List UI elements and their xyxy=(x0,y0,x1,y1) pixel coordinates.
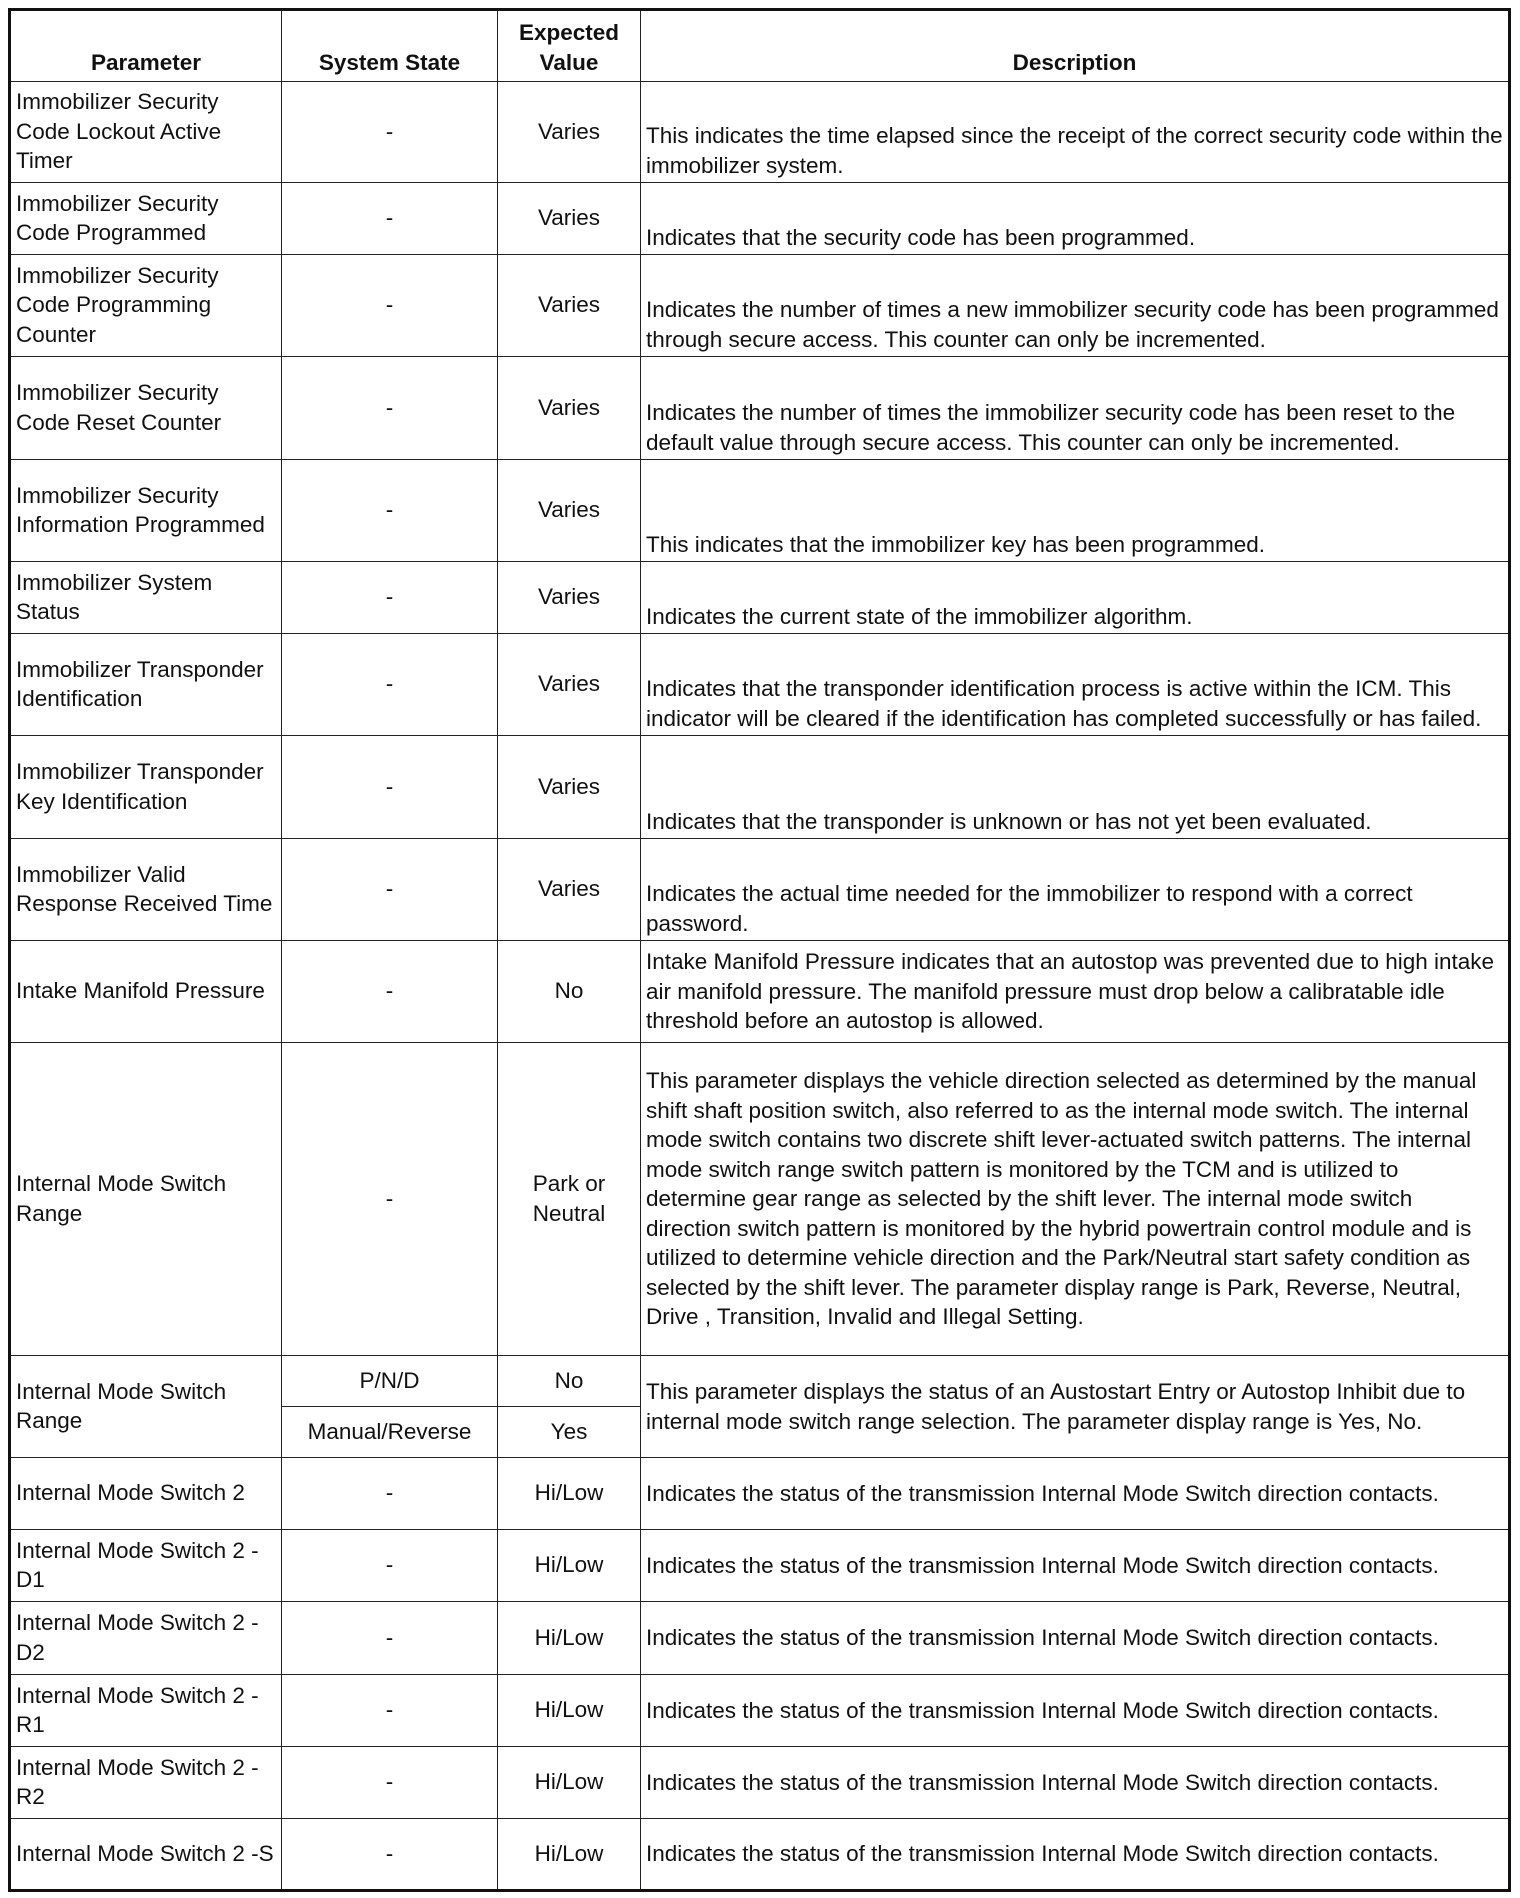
cell-parameter: Internal Mode Switch 2 - R1 xyxy=(10,1675,282,1747)
cell-system-state: - xyxy=(282,839,498,941)
cell-expected-value: Park or Neutral xyxy=(498,1043,641,1356)
cell-expected-value: Varies xyxy=(498,82,641,183)
cell-parameter: Immobilizer Transponder Identification xyxy=(10,634,282,736)
cell-parameter: Immobilizer System Status xyxy=(10,562,282,634)
cell-system-state: - xyxy=(282,634,498,736)
cell-system-state: - xyxy=(282,1530,498,1602)
cell-description: Indicates the current state of the immobilizer algorithm. xyxy=(641,562,1510,634)
cell-system-state: - xyxy=(282,82,498,183)
table-row xyxy=(10,1602,1510,1675)
cell-system-state: P/N/D xyxy=(282,1356,498,1407)
cell-description: Indicates the number of times the immobilizer security code has been reset to the default value through secure access. This counter can only be incremented. xyxy=(641,357,1510,460)
table-row xyxy=(10,736,1510,839)
cell-system-state: Manual/Reverse xyxy=(282,1407,498,1458)
table-row xyxy=(10,460,1510,562)
cell-expected-value: Varies xyxy=(498,460,641,562)
cell-system-state: - xyxy=(282,1819,498,1891)
table-header xyxy=(10,10,1510,82)
cell-description: Intake Manifold Pressure indicates that an autostop was prevented due to high intake air manifold pressure. The manifold pressure must drop below a calibratable idle threshold before an autostop is allowed. xyxy=(641,941,1510,1043)
cell-description: Indicates the number of times a new immobilizer security code has been programmed through secure access. This counter can only be incremented. xyxy=(641,255,1510,357)
cell-expected-value: Varies xyxy=(498,357,641,460)
table-row xyxy=(10,839,1510,941)
cell-expected-value: Hi/Low xyxy=(498,1747,641,1819)
cell-description: This indicates that the immobilizer key has been programmed. xyxy=(641,460,1510,562)
table-row-split-top xyxy=(10,1356,1510,1407)
table-row xyxy=(10,1043,1510,1356)
cell-parameter: Internal Mode Switch 2 -S xyxy=(10,1819,282,1891)
cell-parameter: Immobilizer Security Information Programmed xyxy=(10,460,282,562)
cell-description: Indicates the status of the transmission Internal Mode Switch direction contacts. xyxy=(641,1819,1510,1891)
cell-description: Indicates that the transponder is unknown or has not yet been evaluated. xyxy=(641,736,1510,839)
cell-parameter: Immobilizer Security Code Programming Counter xyxy=(10,255,282,357)
table-row xyxy=(10,255,1510,357)
cell-expected-value: Hi/Low xyxy=(498,1819,641,1891)
cell-expected-value: Varies xyxy=(498,562,641,634)
cell-parameter: Immobilizer Valid Response Received Time xyxy=(10,839,282,941)
cell-expected-value: No xyxy=(498,941,641,1043)
cell-description: Indicates the status of the transmission Internal Mode Switch direction contacts. xyxy=(641,1530,1510,1602)
table-row xyxy=(10,1530,1510,1602)
header-expected-value: Expected Value xyxy=(498,10,641,82)
cell-system-state: - xyxy=(282,460,498,562)
table-row xyxy=(10,1819,1510,1891)
header-description: Description xyxy=(641,10,1510,82)
cell-expected-value: Hi/Low xyxy=(498,1602,641,1675)
table-row xyxy=(10,1458,1510,1530)
cell-description: Indicates that the security code has been programmed. xyxy=(641,183,1510,255)
cell-expected-value: Hi/Low xyxy=(498,1675,641,1747)
cell-system-state: - xyxy=(282,736,498,839)
cell-parameter: Internal Mode Switch 2 - R2 xyxy=(10,1747,282,1819)
cell-system-state: - xyxy=(282,1043,498,1356)
cell-parameter: Internal Mode Switch 2 - D2 xyxy=(10,1602,282,1675)
table-row xyxy=(10,941,1510,1043)
cell-description: Indicates the actual time needed for the immobilizer to respond with a correct password. xyxy=(641,839,1510,941)
cell-description: This parameter displays the vehicle direction selected as determined by the manual shift shaft position switch, also referred to as the internal mode switch. The internal mode switch contains two discrete shift lever-actuated switch patterns. The internal mode switch range switch pattern is monitored by the TCM and is utilized to determine gear range as selected by the shift lever. The internal mode switch direction switch pattern is monitored by the hybrid powertrain control module and is utilized to determine vehicle direction and the Park/Neutral start safety condition as selected by the shift lever. The parameter display range is Park, Reverse, Neutral, Drive , Transition, Invalid and Illegal Setting. xyxy=(641,1043,1510,1356)
cell-system-state: - xyxy=(282,357,498,460)
cell-expected-value: Varies xyxy=(498,736,641,839)
cell-parameter: Internal Mode Switch Range xyxy=(10,1356,282,1458)
cell-expected-value: Hi/Low xyxy=(498,1530,641,1602)
cell-description: This parameter displays the status of an Austostart Entry or Autostop Inhibit due to internal mode switch range selection. The parameter display range is Yes, No. xyxy=(641,1356,1510,1458)
table-row xyxy=(10,357,1510,460)
cell-parameter: Immobilizer Security Code Programmed xyxy=(10,183,282,255)
cell-expected-value: Varies xyxy=(498,183,641,255)
cell-description: Indicates the status of the transmission Internal Mode Switch direction contacts. xyxy=(641,1602,1510,1675)
cell-parameter: Immobilizer Transponder Key Identification xyxy=(10,736,282,839)
cell-expected-value: Varies xyxy=(498,634,641,736)
header-parameter: Parameter xyxy=(10,10,282,82)
cell-system-state: - xyxy=(282,1458,498,1530)
cell-system-state: - xyxy=(282,941,498,1043)
document-page xyxy=(8,8,1508,1892)
cell-description: Indicates that the transponder identification process is active within the ICM. This indicator will be cleared if the identification has completed successfully or has failed. xyxy=(641,634,1510,736)
cell-system-state: - xyxy=(282,183,498,255)
table-row xyxy=(10,562,1510,634)
cell-system-state: - xyxy=(282,255,498,357)
cell-parameter: Immobilizer Security Code Lockout Active Timer xyxy=(10,82,282,183)
cell-system-state: - xyxy=(282,1747,498,1819)
cell-parameter: Intake Manifold Pressure xyxy=(10,941,282,1043)
cell-system-state: - xyxy=(282,1675,498,1747)
cell-system-state: - xyxy=(282,562,498,634)
cell-expected-value: Varies xyxy=(498,255,641,357)
cell-parameter: Immobilizer Security Code Reset Counter xyxy=(10,357,282,460)
cell-expected-value: No xyxy=(498,1356,641,1407)
cell-description: Indicates the status of the transmission Internal Mode Switch direction contacts. xyxy=(641,1675,1510,1747)
table-row xyxy=(10,82,1510,183)
cell-system-state: - xyxy=(282,1602,498,1675)
cell-parameter: Internal Mode Switch 2 - D1 xyxy=(10,1530,282,1602)
cell-description: This indicates the time elapsed since the receipt of the correct security code within the immobilizer system. xyxy=(641,82,1510,183)
header-system-state: System State xyxy=(282,10,498,82)
cell-parameter: Internal Mode Switch Range xyxy=(10,1043,282,1356)
table-row xyxy=(10,1675,1510,1747)
parameter-table xyxy=(8,8,1511,1892)
cell-description: Indicates the status of the transmission Internal Mode Switch direction contacts. xyxy=(641,1747,1510,1819)
cell-description: Indicates the status of the transmission Internal Mode Switch direction contacts. xyxy=(641,1458,1510,1530)
cell-expected-value: Varies xyxy=(498,839,641,941)
cell-parameter: Internal Mode Switch 2 xyxy=(10,1458,282,1530)
cell-expected-value: Yes xyxy=(498,1407,641,1458)
table-row xyxy=(10,634,1510,736)
table-row xyxy=(10,1747,1510,1819)
cell-expected-value: Hi/Low xyxy=(498,1458,641,1530)
table-row xyxy=(10,183,1510,255)
